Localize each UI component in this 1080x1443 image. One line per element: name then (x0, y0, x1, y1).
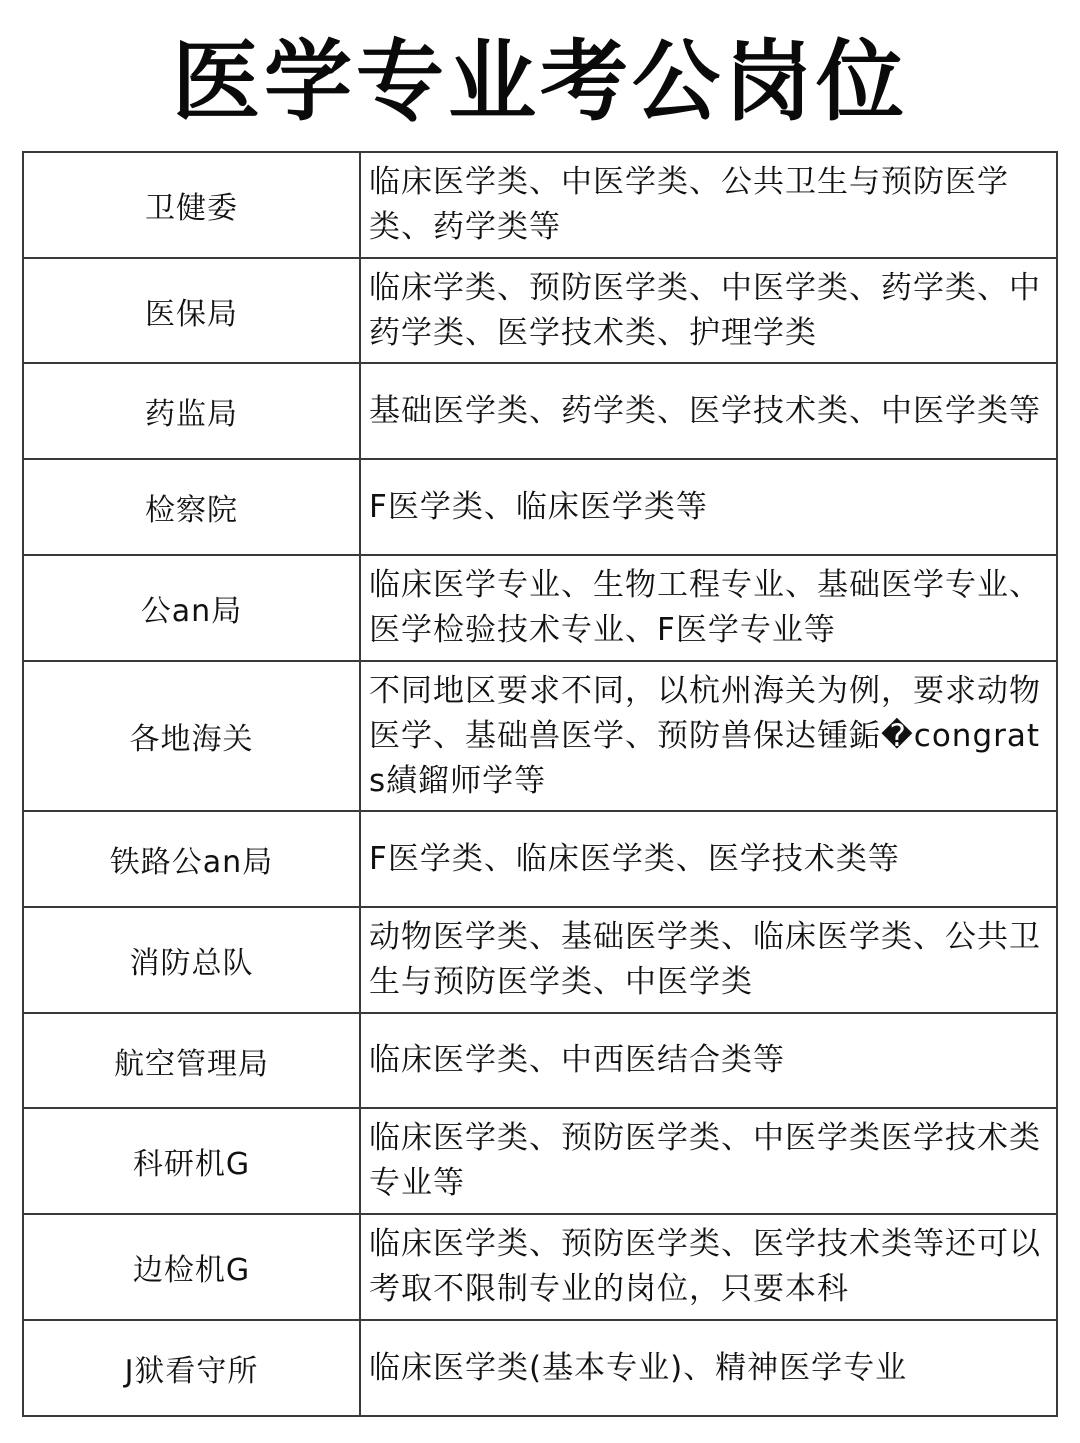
majors-cell: 动物医学类、基础医学类、临床医学类、公共卫生与预防医学类、中医学类 (360, 907, 1057, 1013)
org-cell: J狱看守所 (23, 1320, 360, 1416)
table-row (23, 661, 1057, 811)
org-cell: 各地海关 (23, 661, 360, 811)
table-row (23, 363, 1057, 459)
org-cell: 卫健委 (23, 152, 360, 258)
page-title: 医学专业考公岗位 (171, 30, 908, 133)
majors-cell: 临床医学类、中医学类、公共卫生与预防医学类、药学类等 (360, 152, 1057, 258)
org-cell: 科研机G (23, 1108, 360, 1214)
org-cell: 检察院 (23, 459, 360, 555)
table-row (23, 1013, 1057, 1108)
org-cell: 航空管理局 (23, 1013, 360, 1108)
org-cell: 医保局 (23, 258, 360, 363)
majors-cell: F医学类、临床医学类、医学技术类等 (360, 811, 1057, 907)
table-row (23, 1108, 1057, 1214)
majors-cell: 临床医学类、预防医学类、医学技术类等还可以考取不限制专业的岗位，只要本科 (360, 1214, 1057, 1320)
majors-cell: 临床医学类、中西医结合类等 (360, 1013, 1057, 1108)
org-cell: 药监局 (23, 363, 360, 459)
majors-cell: 临床医学类(基本专业)、精神医学专业 (360, 1320, 1057, 1416)
org-cell: 公an局 (23, 555, 360, 661)
majors-cell: 临床医学类、预防医学类、中医学类医学技术类专业等 (360, 1108, 1057, 1214)
table-row (23, 258, 1057, 363)
table-row (23, 907, 1057, 1013)
table-row (23, 459, 1057, 555)
majors-cell: 基础医学类、药学类、医学技术类、中医学类等 (360, 363, 1057, 459)
table-row (23, 152, 1057, 258)
org-cell: 铁路公an局 (23, 811, 360, 907)
org-cell: 消防总队 (23, 907, 360, 1013)
table-row (23, 1320, 1057, 1416)
majors-cell: 临床学类、预防医学类、中医学类、药学类、中药学类、医学技术类、护理学类 (360, 258, 1057, 363)
majors-cell: 不同地区要求不同，以杭州海关为例，要求动物医学、基础兽医学、预防兽保达锺銗�congrats績鎦师学等 (360, 661, 1057, 811)
table-row (23, 555, 1057, 661)
table-row (23, 811, 1057, 907)
table-row (23, 1214, 1057, 1320)
majors-cell: 临床医学专业、生物工程专业、基础医学专业、医学检验技术专业、F医学专业等 (360, 555, 1057, 661)
org-cell: 边检机G (23, 1214, 360, 1320)
positions-table (22, 151, 1058, 1417)
majors-cell: F医学类、临床医学类等 (360, 459, 1057, 555)
